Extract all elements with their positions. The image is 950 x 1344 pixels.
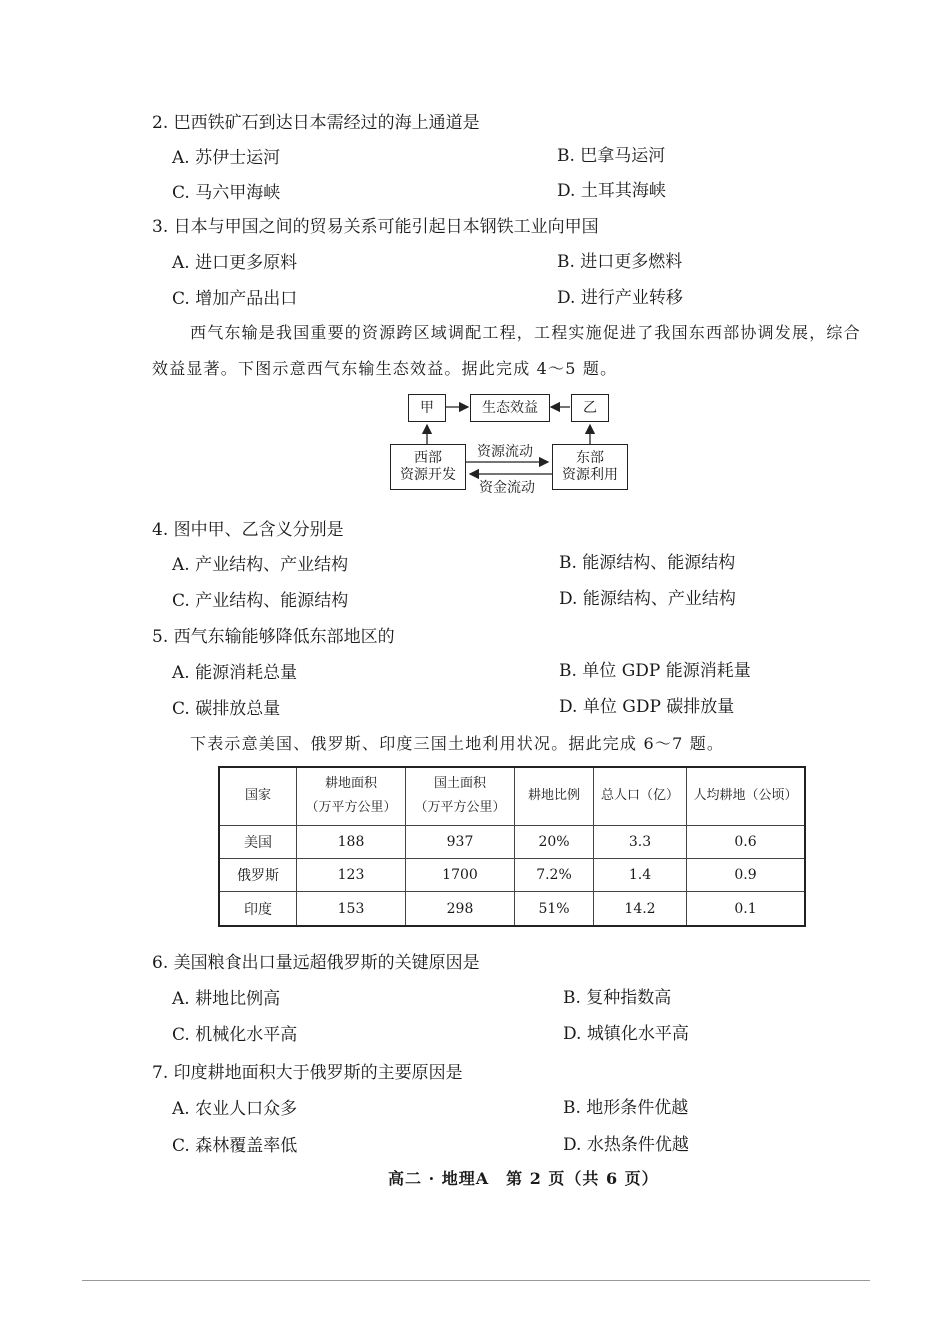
box-jia: 甲	[408, 394, 446, 422]
cell-ratio: 20%	[515, 825, 594, 858]
land-use-table	[218, 766, 806, 927]
q6-option-b: B. 复种指数高	[563, 988, 672, 1008]
label-money-flow: 资金流动	[479, 480, 535, 496]
q5-option-a: A. 能源消耗总量	[172, 663, 298, 683]
cell-arable: 188	[297, 825, 406, 858]
q7-option-d: D. 水热条件优越	[563, 1135, 689, 1155]
q4-option-d: D. 能源结构、产业结构	[559, 589, 736, 609]
table-row	[219, 825, 805, 858]
east-line-1: 东部	[576, 450, 604, 466]
cell-arable: 153	[297, 892, 406, 926]
west-line-1: 西部	[414, 450, 442, 466]
header-arable-ratio: 耕地比例	[515, 767, 594, 825]
header-population: 总人口（亿）	[594, 767, 687, 825]
label-resource-flow: 资源流动	[477, 444, 533, 460]
q2-option-b: B. 巴拿马运河	[557, 146, 666, 166]
box-west-development	[390, 444, 466, 490]
box-eco-benefit: 生态效益	[470, 394, 550, 422]
cell-land: 1700	[406, 858, 515, 891]
cell-ratio: 51%	[515, 892, 594, 926]
table-header-row	[219, 767, 805, 825]
cell-country: 印度	[219, 892, 297, 926]
box-yi: 乙	[571, 394, 609, 422]
question-5-stem: 5. 西气东输能够降低东部地区的	[152, 627, 395, 647]
q3-option-c: C. 增加产品出口	[172, 289, 298, 309]
cell-population: 14.2	[594, 892, 687, 926]
diagram-arrows	[0, 0, 950, 520]
table-row	[219, 892, 805, 926]
cell-population: 3.3	[594, 825, 687, 858]
header-arable-line-2: （万平方公里）	[305, 800, 397, 816]
west-line-2: 资源开发	[400, 467, 456, 483]
q2-option-c: C. 马六甲海峡	[172, 183, 281, 203]
q6-option-d: D. 城镇化水平高	[563, 1024, 689, 1044]
east-line-2: 资源利用	[562, 467, 618, 483]
page-bottom-rule	[82, 1280, 870, 1281]
q2-option-d: D. 土耳其海峡	[557, 181, 666, 201]
cell-per-capita: 0.6	[687, 825, 806, 858]
page-footer: 高二 · 地理A 第 2 页（共 6 页）	[388, 1169, 659, 1188]
cell-arable: 123	[297, 858, 406, 891]
q6-option-a: A. 耕地比例高	[172, 989, 281, 1009]
passage-2: 下表示意美国、俄罗斯、印度三国土地利用状况。据此完成 6～7 题。	[190, 734, 725, 753]
q3-option-b: B. 进口更多燃料	[557, 252, 683, 272]
q3-option-a: A. 进口更多原料	[172, 253, 298, 273]
question-4-stem: 4. 图中甲、乙含义分别是	[152, 520, 344, 540]
q7-option-b: B. 地形条件优越	[563, 1098, 689, 1118]
question-7-stem: 7. 印度耕地面积大于俄罗斯的主要原因是	[152, 1063, 463, 1083]
q5-option-b: B. 单位 GDP 能源消耗量	[559, 661, 751, 681]
header-arable-line-1: 耕地面积	[324, 776, 377, 792]
q2-option-a: A. 苏伊士运河	[172, 148, 281, 168]
q3-option-d: D. 进行产业转移	[557, 288, 683, 308]
box-east-utilization	[552, 444, 628, 490]
cell-country: 俄罗斯	[219, 858, 297, 891]
passage-1-line-2: 效益显著。下图示意西气东输生态效益。据此完成 4～5 题。	[152, 359, 618, 378]
cell-per-capita: 0.1	[687, 892, 806, 926]
question-3-stem: 3. 日本与甲国之间的贸易关系可能引起日本钢铁工业向甲国	[152, 217, 599, 237]
header-land-line-2: （万平方公里）	[414, 800, 506, 816]
header-country: 国家	[219, 767, 297, 825]
header-land-line-1: 国土面积	[433, 776, 486, 792]
cell-country: 美国	[219, 825, 297, 858]
cell-per-capita: 0.9	[687, 858, 806, 891]
q6-option-c: C. 机械化水平高	[172, 1025, 298, 1045]
cell-population: 1.4	[594, 858, 687, 891]
cell-ratio: 7.2%	[515, 858, 594, 891]
passage-1-line-1: 西气东输是我国重要的资源跨区域调配工程，工程实施促进了我国东西部协调发展，综合	[190, 323, 861, 342]
q5-option-c: C. 碳排放总量	[172, 699, 281, 719]
q7-option-a: A. 农业人口众多	[172, 1099, 298, 1119]
header-per-capita: 人均耕地（公顷）	[687, 767, 806, 825]
cell-land: 298	[406, 892, 515, 926]
header-arable-area	[297, 767, 406, 825]
q7-option-c: C. 森林覆盖率低	[172, 1136, 298, 1156]
table-row	[219, 858, 805, 891]
q4-option-b: B. 能源结构、能源结构	[559, 553, 736, 573]
cell-land: 937	[406, 825, 515, 858]
q4-option-a: A. 产业结构、产业结构	[172, 555, 349, 575]
question-6-stem: 6. 美国粮食出口量远超俄罗斯的关键原因是	[152, 953, 480, 973]
header-land-area	[406, 767, 515, 825]
q5-option-d: D. 单位 GDP 碳排放量	[559, 697, 735, 717]
question-2-stem: 2. 巴西铁矿石到达日本需经过的海上通道是	[152, 113, 480, 133]
q4-option-c: C. 产业结构、能源结构	[172, 591, 349, 611]
